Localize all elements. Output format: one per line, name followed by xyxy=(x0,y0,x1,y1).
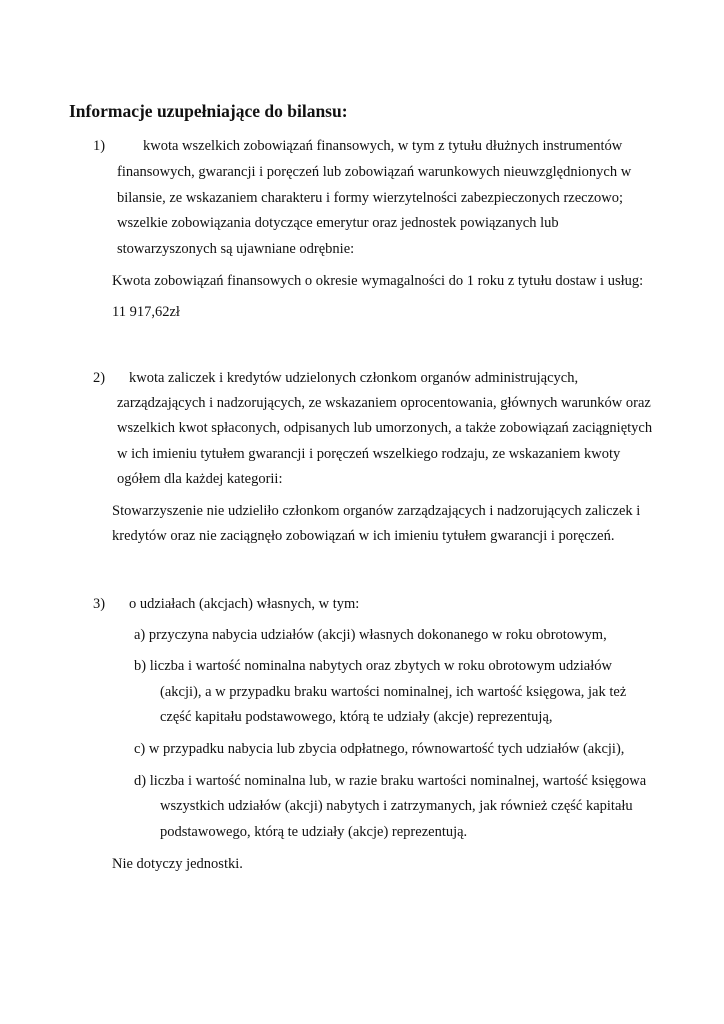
section-1-line: wszelkie zobowiązania dotyczące emerytur oraz jednostek powiązanych lub xyxy=(117,215,559,231)
section-3-item-b: część kapitału podstawowego, którą te udziały (akcje) reprezentują, xyxy=(160,709,553,725)
section-1-answer: Kwota zobowiązań finansowych o okresie wymagalności do 1 roku z tytułu dostaw i usług: xyxy=(112,273,644,289)
section-3-answer: Nie dotyczy jednostki. xyxy=(112,856,243,872)
section-2-line: kwota zaliczek i kredytów udzielonych członkom organów administrujących, xyxy=(129,370,579,386)
section-1-line: kwota wszelkich zobowiązań finansowych, w tym z tytułu dłużnych instrumentów xyxy=(143,138,623,154)
section-1-amount: 11 917,62zł xyxy=(112,304,180,320)
section-3-item-d: podstawowego, którą te udziały (akcje) reprezentują. xyxy=(160,824,468,840)
section-1-line: stowarzyszonych są ujawniane odrębnie: xyxy=(117,241,355,257)
section-3-item-a: a) przyczyna nabycia udziałów (akcji) własnych dokonanego w roku obrotowym, xyxy=(134,627,607,643)
section-3-item-b: (akcji), a w przypadku braku wartości nominalnej, ich wartość księgowa, jak też xyxy=(160,684,627,700)
section-2-answer: kredytów oraz nie zaciągnęło zobowiązań w ich imieniu tytułem gwarancji i poręczeń. xyxy=(112,528,615,544)
section-1-line: bilansie, ze wskazaniem charakteru i formy wierzytelności zabezpieczonych rzeczowo; xyxy=(117,190,624,206)
section-3-item-b: b) liczba i wartość nominalna nabytych oraz zbytych w roku obrotowym udziałów xyxy=(134,658,612,674)
section-2-line: wszelkich kwot spłaconych, odpisanych lub umorzonych, a także zobowiązań zaciągniętych xyxy=(117,420,653,436)
section-2-line: w ich imieniu tytułem gwarancji i poręczeń wszelkiego rodzaju, ze wskazaniem kwoty xyxy=(117,446,621,462)
section-1-line: finansowych, gwarancji i poręczeń lub zobowiązań warunkowych nieuwzględnionych w xyxy=(117,164,632,180)
section-1-number: 1) xyxy=(93,138,106,154)
section-2-answer: Stowarzyszenie nie udzieliło członkom organów zarządzających i nadzorujących zaliczek i xyxy=(112,503,641,519)
section-2-line: ogółem dla każdej kategorii: xyxy=(117,471,283,487)
section-2-number: 2) xyxy=(93,370,106,386)
section-2-line: zarządzających i nadzorujących, ze wskazaniem oprocentowania, głównych warunków oraz xyxy=(117,395,651,411)
page-title: Informacje uzupełniające do bilansu: xyxy=(69,101,348,121)
section-3-line: o udziałach (akcjach) własnych, w tym: xyxy=(129,596,360,612)
section-3-item-d: wszystkich udziałów (akcji) nabytych i zatrzymanych, jak również część kapitału xyxy=(160,798,633,814)
section-3-item-c: c) w przypadku nabycia lub zbycia odpłatnego, równowartość tych udziałów (akcji), xyxy=(134,741,625,757)
section-3-number: 3) xyxy=(93,596,106,612)
section-3-item-d: d) liczba i wartość nominalna lub, w razie braku wartości nominalnej, wartość księgowa xyxy=(134,773,647,789)
